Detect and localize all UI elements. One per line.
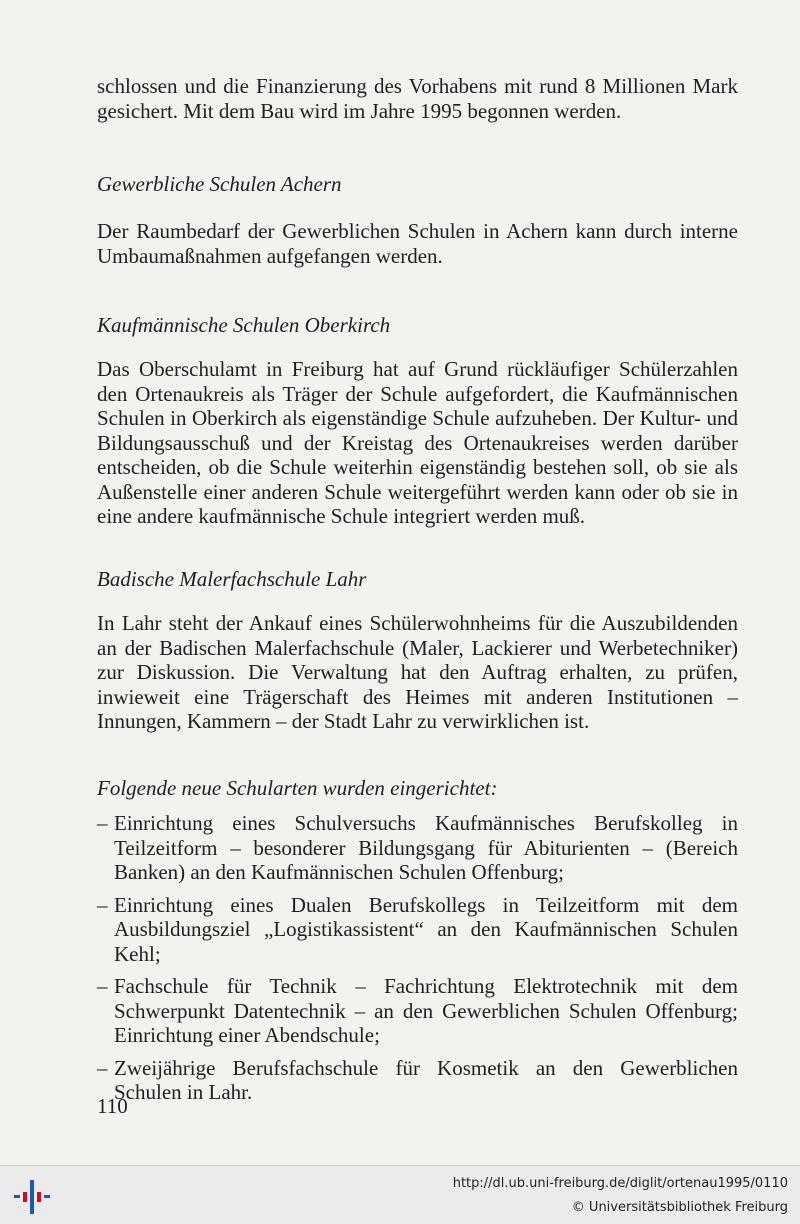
heading-malerfachschule: Badische Malerfachschule Lahr [97, 567, 367, 591]
list-item [97, 974, 738, 1048]
dash-bullet: – [97, 1055, 108, 1080]
paragraph-intro: schlossen und die Finanzierung des Vorhabens mit rund 8 Millionen Mark gesichert. Mit dem Bau wird im Jahre 1995 begonnen werden. [97, 74, 738, 123]
heading-gewerbliche-schulen: Gewerbliche Schulen Achern [97, 172, 342, 196]
footer-url-link[interactable]: http://dl.ub.uni-freiburg.de/diglit/ortenau1995/0110 [452, 1176, 788, 1191]
schularten-list [97, 811, 738, 1113]
dash-bullet: – [97, 811, 108, 835]
paragraph-gewerbliche-schulen: Der Raumbedarf der Gewerblichen Schulen in Achern kann durch interne Umbaumaßnahmen aufgefangen werden. [97, 219, 738, 268]
list-item-text: Einrichtung eines Schulversuchs Kaufmännisches Berufskolleg in Teilzeitform – besonderer Bildungsgang für Abiturienten – (Bereich Banken) an den Kaufmännischen Schulen Offenburg; [114, 811, 738, 884]
heading-neue-schularten: Folgende neue Schularten wurden eingerichtet: [97, 776, 498, 800]
page-number: 110 [97, 1094, 128, 1118]
list-item [97, 1056, 738, 1105]
heading-kaufmaennische-schulen: Kaufmännische Schulen Oberkirch [97, 313, 391, 337]
list-item [97, 811, 738, 885]
list-item-text: Einrichtung eines Dualen Berufskollegs in Teilzeitform mit dem Ausbildungsziel „Logistikassistent“ an den Kaufmännischen Schulen Kehl; [114, 892, 738, 966]
dash-bullet: – [97, 974, 108, 998]
list-item-text: Fachschule für Technik – Fachrichtung Elektrotechnik mit dem Schwerpunkt Datentechnik – an den Gewerblichen Schulen Offenburg; Einrichtung einer Abendschule; [114, 974, 738, 1047]
paragraph-malerfachschule: In Lahr steht der Ankauf eines Schülerwohnheims für die Auszubildenden an der Badischen Malerfachschule (Maler, Lackierer und Werbetechniker) zur Diskussion. Die Verwaltung hat den Auftrag erhalten, zu prüfen, inwieweit eine Trägerschaft des Heimes mit anderen Institutionen – Innungen, Kammern – der Stadt Lahr zu verwirklichen ist. [97, 611, 738, 733]
footer-copyright: © Universitätsbibliothek Freiburg [571, 1200, 788, 1215]
paragraph-kaufmaennische-schulen: Das Oberschulamt in Freiburg hat auf Grund rückläufiger Schülerzahlen den Ortenaukreis als Träger der Schule aufgefordert, die Kaufmännischen Schulen in Oberkirch als eigenständige Schule aufzuheben. Der Kultur- und Bildungsausschuß und der Kreistag des Ortenaukreises werden darüber entscheiden, ob die Schule weiterhin eigenständig bestehen soll, ob sie als Außenstelle einer anderen Schule weitergeführt werden kann oder ob sie in eine andere kaufmännische Schule integriert werden muß. [97, 357, 738, 528]
footer-bar [0, 1165, 800, 1224]
dash-bullet: – [97, 892, 108, 917]
list-item [97, 893, 738, 967]
list-item-text: Zweijährige Berufsfachschule für Kosmetik an den Gewerblichen Schulen in Lahr. [114, 1055, 738, 1104]
ub-freiburg-logo-icon [10, 1174, 54, 1218]
